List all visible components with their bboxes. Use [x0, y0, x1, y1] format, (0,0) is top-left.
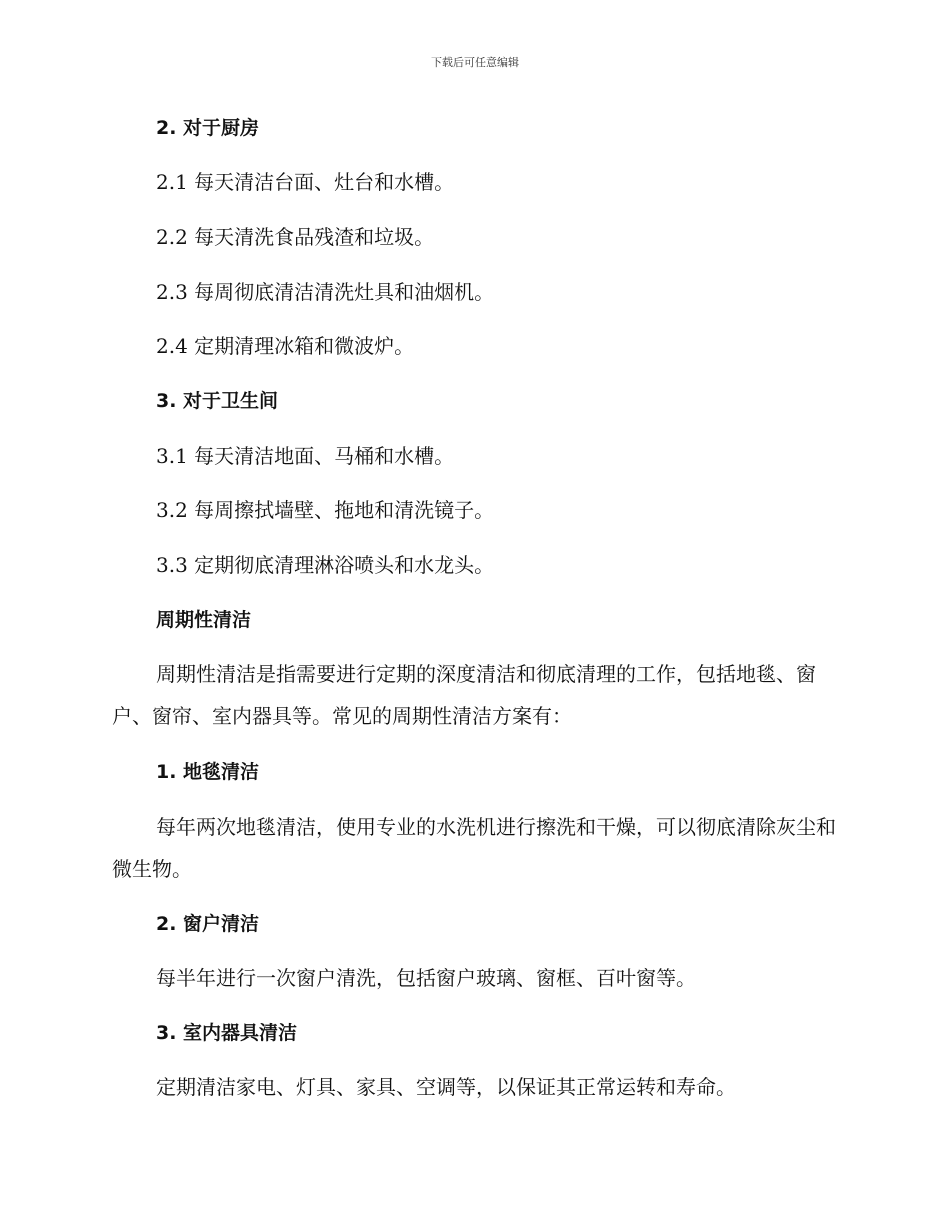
- paragraph-appliance: 定期清洁家电、灯具、家具、空调等，以保证其正常运转和寿命。: [156, 1075, 736, 1099]
- kitchen-item-1: 2.1 每天清洁台面、灶台和水槽。: [156, 170, 455, 194]
- kitchen-item-2: 2.2 每天清洗食品残渣和垃圾。: [156, 225, 435, 249]
- bathroom-item-3: 3.3 定期彻底清理淋浴喷头和水龙头。: [156, 553, 495, 577]
- heading-bathroom: 3. 对于卫生间: [156, 390, 279, 412]
- heading-kitchen: 2. 对于厨房: [156, 117, 260, 139]
- heading-appliance: 3. 室内器具清洁: [156, 1022, 298, 1044]
- heading-periodic: 周期性清洁: [156, 609, 252, 631]
- heading-carpet: 1. 地毯清洁: [156, 761, 260, 783]
- paragraph-carpet: 每年两次地毯清洁，使用专业的水洗机进行擦洗和干燥，可以彻底清除灰尘和微生物。: [112, 815, 836, 881]
- kitchen-item-3: 2.3 每周彻底清洁清洗灶具和油烟机。: [156, 280, 495, 304]
- paragraph-window: 每半年进行一次窗户清洗，包括窗户玻璃、窗框、百叶窗等。: [156, 966, 696, 990]
- page-header: 下载后可任意编辑: [431, 56, 519, 69]
- kitchen-item-4: 2.4 定期清理冰箱和微波炉。: [156, 334, 415, 358]
- bathroom-item-1: 3.1 每天清洁地面、马桶和水槽。: [156, 444, 455, 468]
- heading-window: 2. 窗户清洁: [156, 913, 260, 935]
- bathroom-item-2: 3.2 每周擦拭墙壁、拖地和清洗镜子。: [156, 498, 495, 522]
- paragraph-periodic: 周期性清洁是指需要进行定期的深度清洁和彻底清理的工作，包括地毯、窗户、窗帘、室内器具等。常见的周期性清洁方案有：: [112, 662, 816, 728]
